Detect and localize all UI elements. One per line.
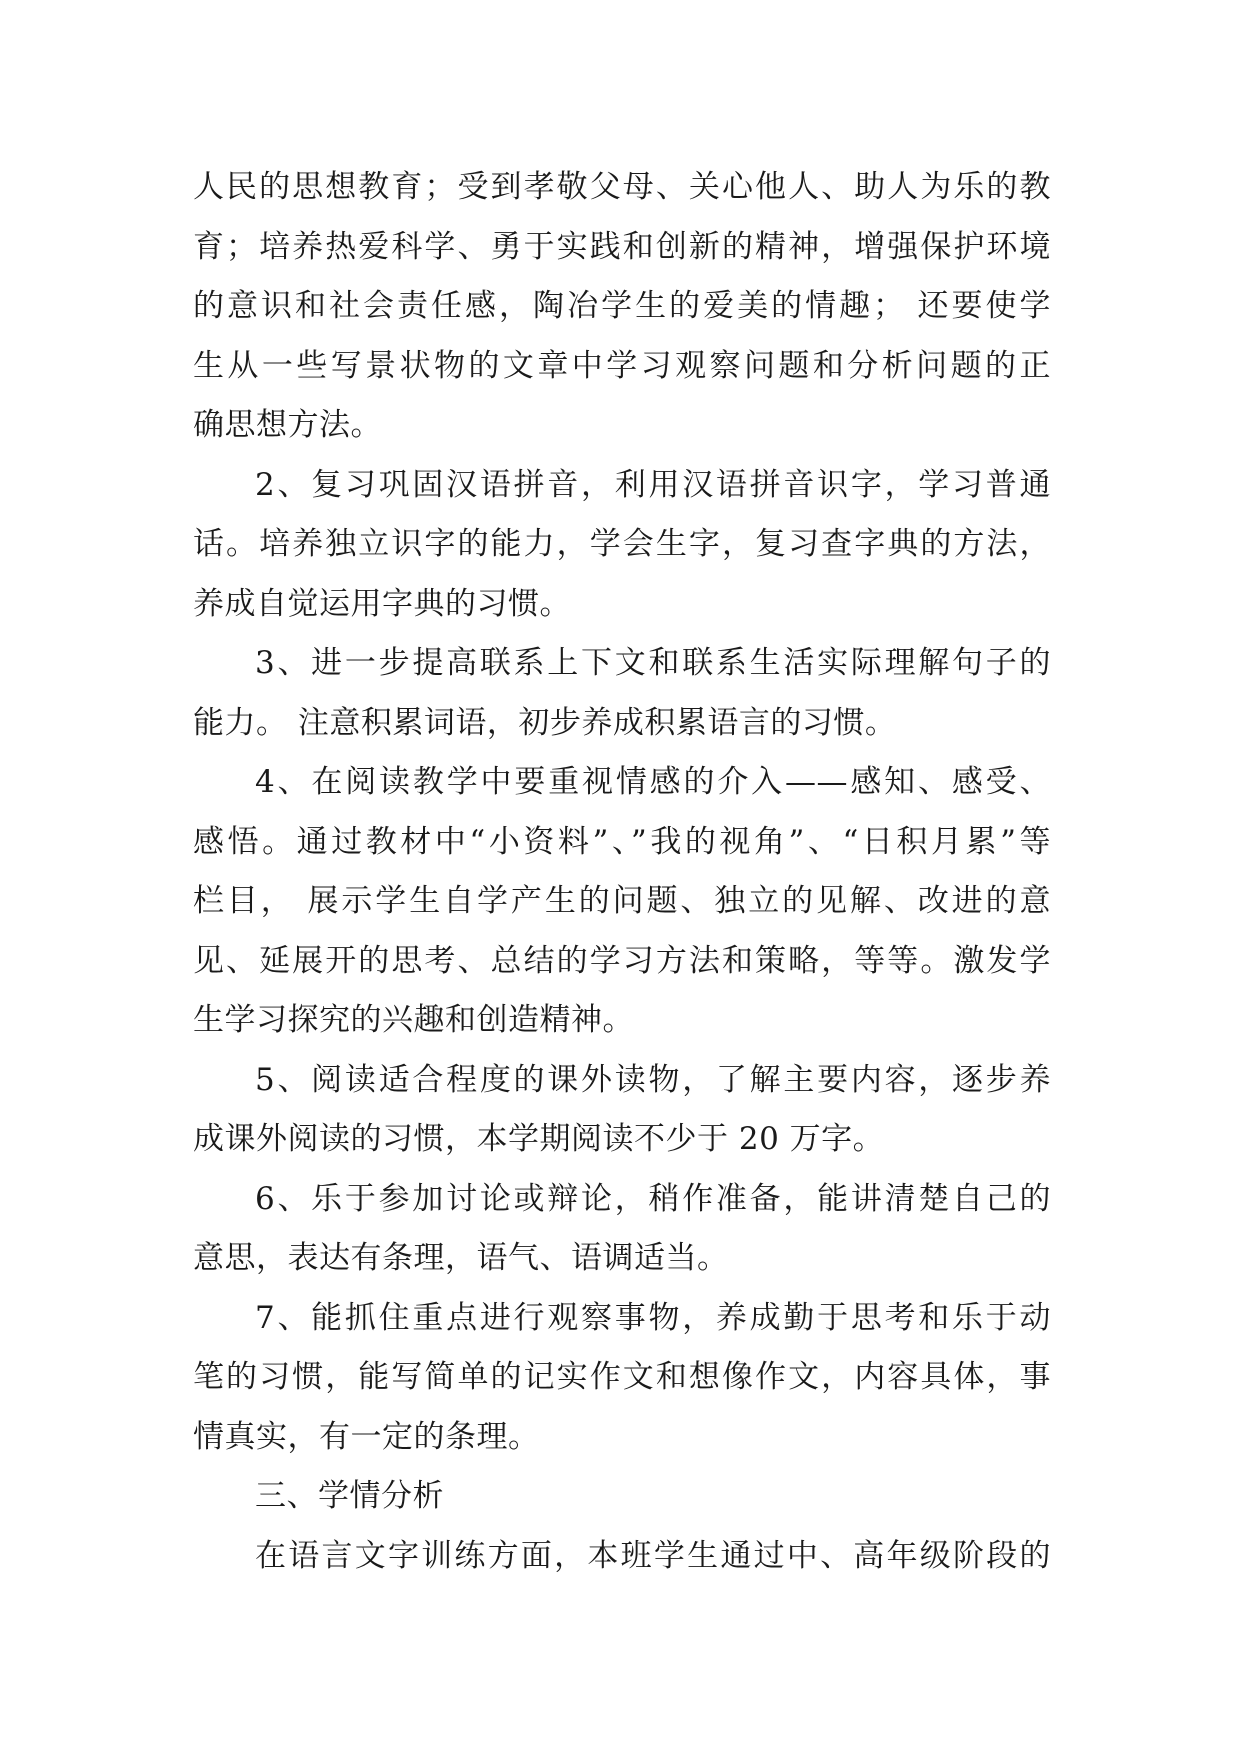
text-line: 感悟。通过教材中“小资料”、”我的视角”、“日积月累”等 [193,823,1051,860]
text-line: 生从一些写景状物的文章中学习观察问题和分析问题的正 [193,347,1051,384]
section-heading: 三、学情分析 [255,1478,444,1514]
text-line: 人民的思想教育；受到孝敬父母、关心他人、助人为乐的教 [193,169,1051,205]
paragraph-item-6-line: 6、乐于参加讨论或辩论，稍作准备，能讲清楚自己的 [255,1180,1051,1217]
text-line: 能力。 注意积累词语，初步养成积累语言的习惯。 [193,704,897,741]
text-line: 意思，表达有条理，语气、语调适当。 [193,1240,729,1276]
text-line: 生学习探究的兴趣和创造精神。 [193,1002,634,1038]
document-page [193,158,1051,1586]
paragraph-item-7-line: 7、能抓住重点进行观察事物，养成勤于思考和乐于动 [255,1299,1051,1336]
text-line: 育；培养热爱科学、勇于实践和创新的精神，增强保护环境 [193,228,1051,265]
text-line: 话。培养独立识字的能力，学会生字，复习查字典的方法， [193,526,1051,562]
paragraph-item-2-line: 2、复习巩固汉语拼音，利用汉语拼音识字，学习普通 [255,466,1051,503]
text-line: 笔的习惯，能写简单的记实作文和想像作文，内容具体，事 [193,1359,1051,1395]
text-line: 的意识和社会责任感，陶冶学生的爱美的情趣； 还要使学 [193,288,1051,324]
text-line: 栏目， 展示学生自学产生的问题、独立的见解、改进的意 [193,883,1051,919]
text-line: 成课外阅读的习惯，本学期阅读不少于 20 万字。 [193,1121,885,1157]
text-line: 确思想方法。 [193,407,382,443]
paragraph-item-5-line: 5、阅读适合程度的课外读物，了解主要内容，逐步养 [255,1061,1051,1098]
text-line: 养成自觉运用字典的习惯。 [193,585,571,622]
paragraph-line: 在语言文字训练方面，本班学生通过中、高年级阶段的 [255,1537,1051,1574]
paragraph-item-4-line: 4、在阅读教学中要重视情感的介入——感知、感受、 [255,764,1051,800]
text-line: 见、延展开的思考、总结的学习方法和策略，等等。激发学 [193,942,1051,979]
text-line: 情真实，有一定的条理。 [193,1418,540,1455]
paragraph-item-3-line: 3、进一步提高联系上下文和联系生活实际理解句子的 [255,645,1051,681]
